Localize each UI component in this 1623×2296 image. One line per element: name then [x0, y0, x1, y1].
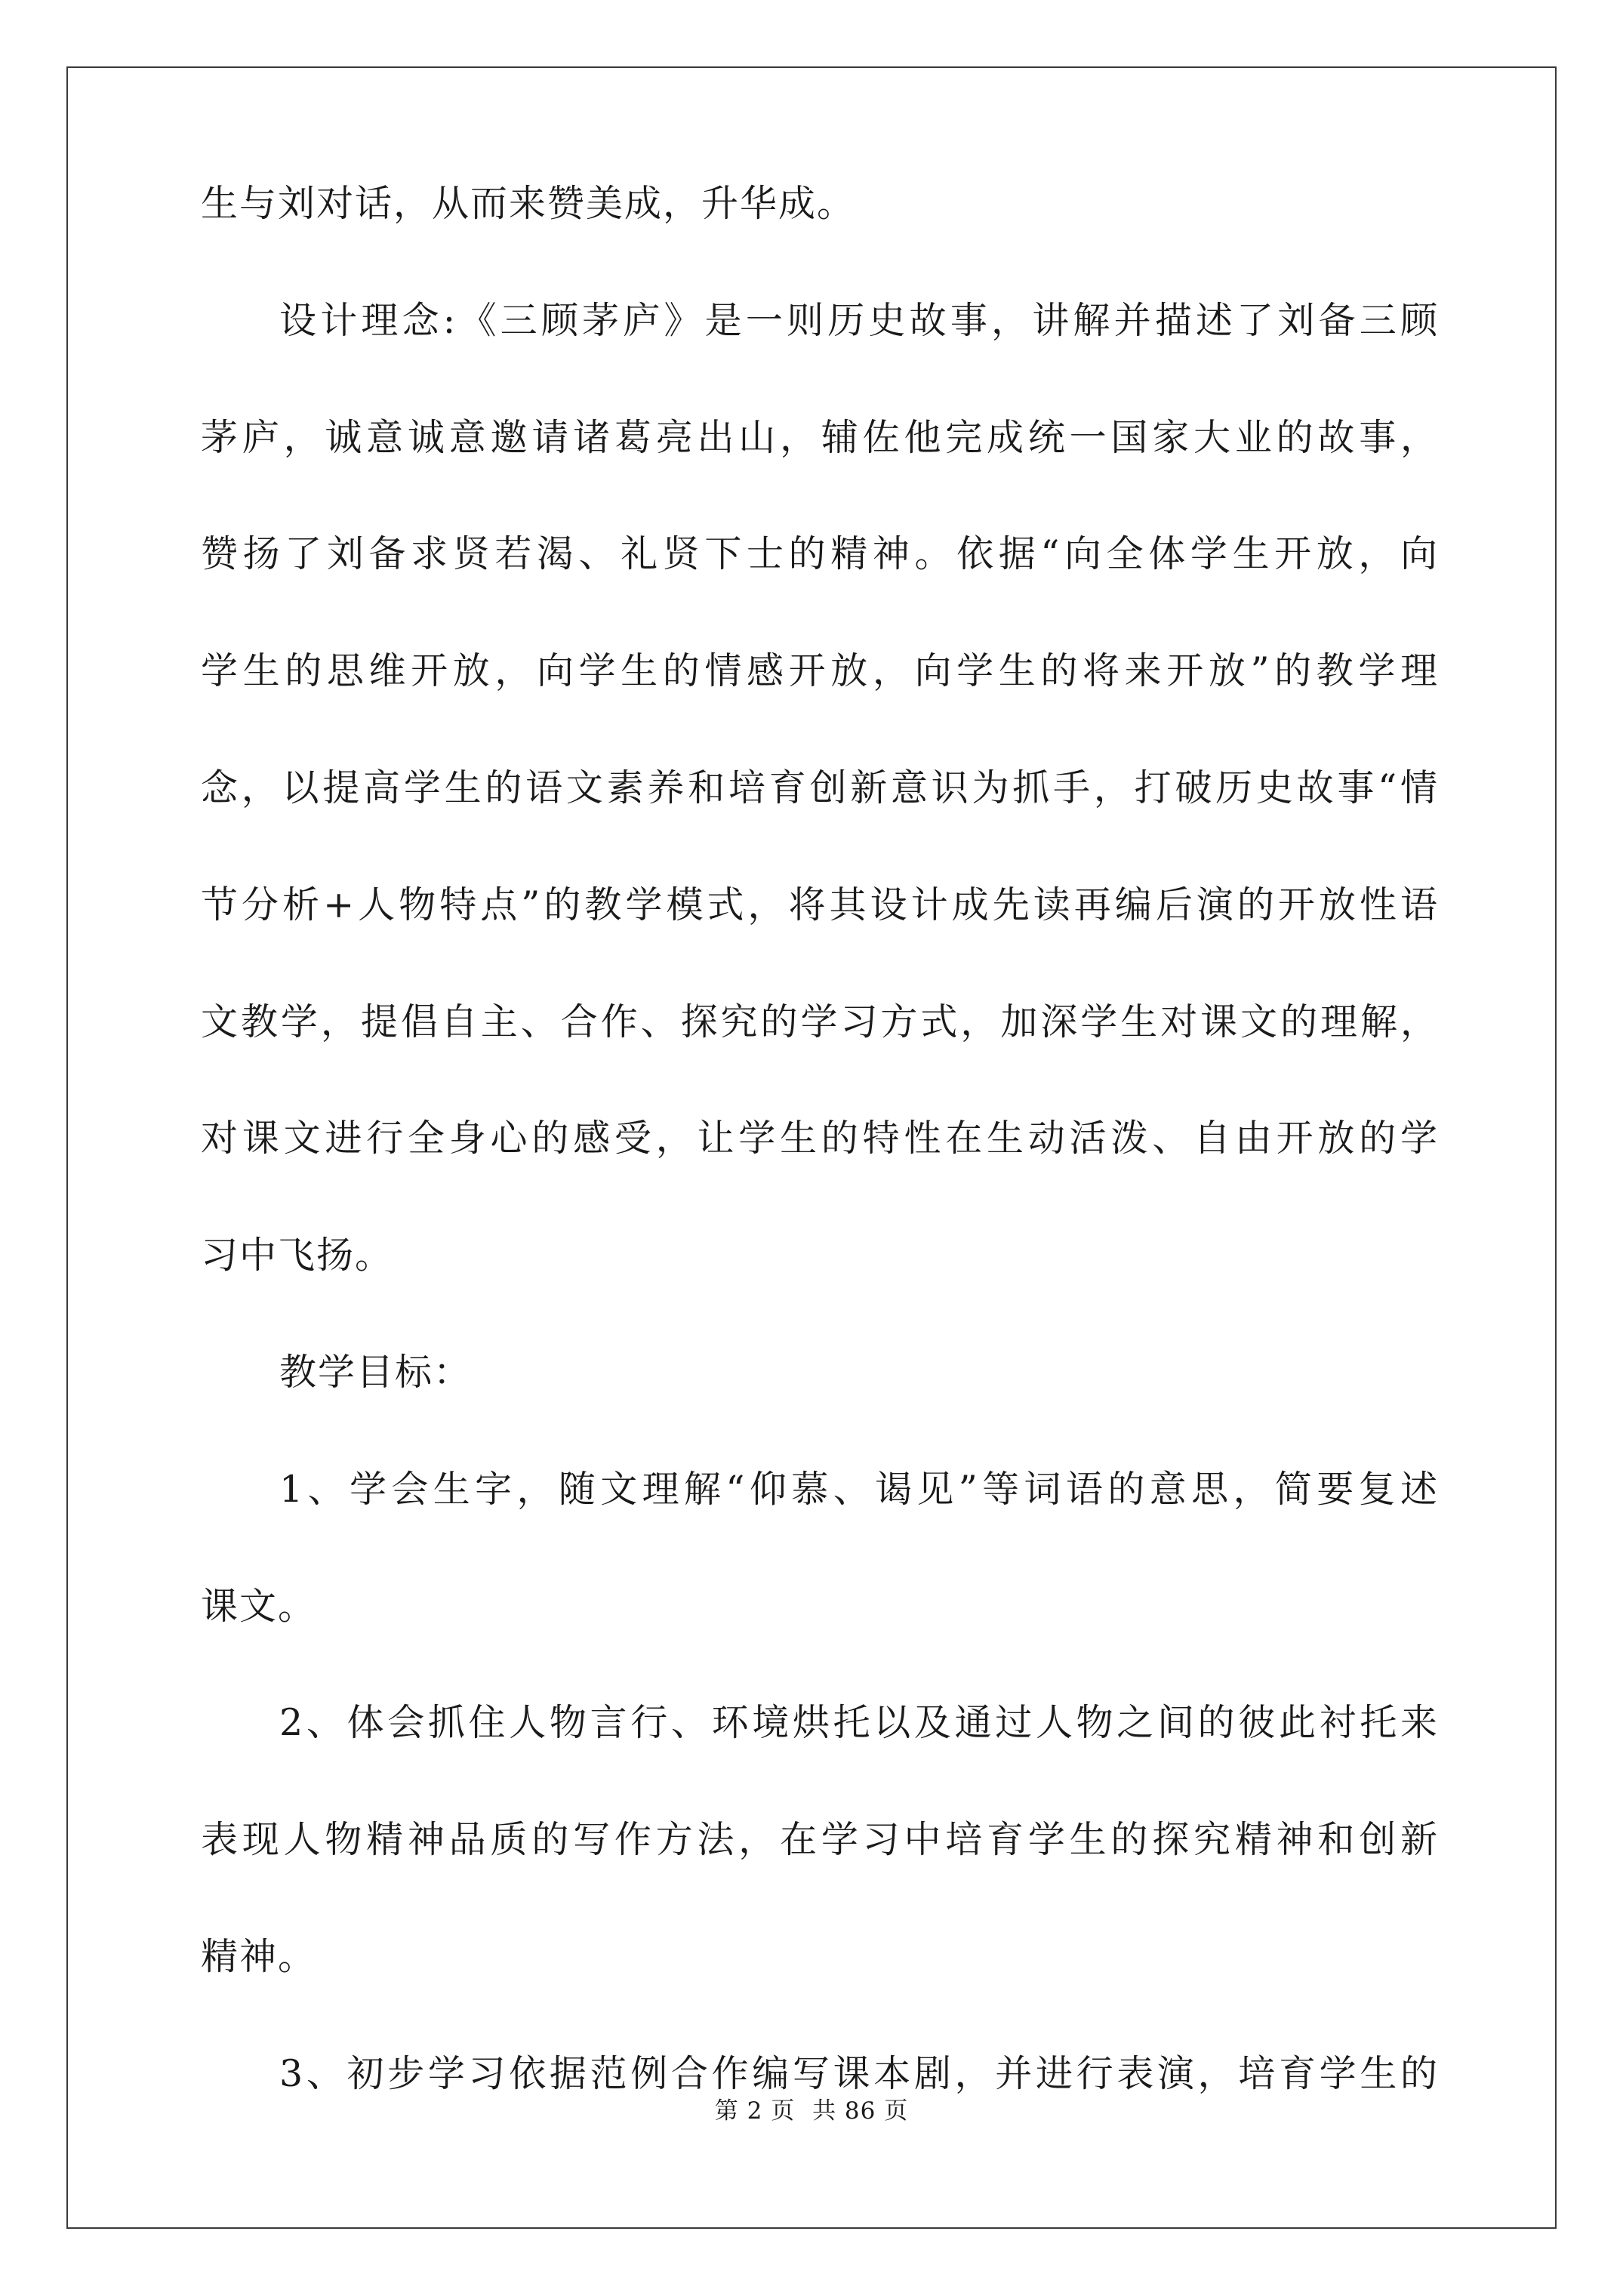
text-line: 念，以提高学生的语文素养和培育创新意识为抓手，打破历史故事“情 — [201, 766, 1439, 809]
text-line: 茅庐，诚意诚意邀请诸葛亮出山，辅佐他完成统一国家大业的故事， — [201, 416, 1439, 459]
page-number: 第 2 页 — [714, 2097, 796, 2125]
text-line: 课文。 — [201, 1585, 317, 1628]
text-line: 表现人物精神品质的写作方法，在学习中培育学生的探究精神和创新 — [201, 1818, 1439, 1861]
text-line: 2、体会抓住人物言行、环境烘托以及通过人物之间的彼此衬托来 — [279, 1701, 1439, 1744]
text-line: 习中飞扬。 — [201, 1234, 394, 1277]
text-line: 1、学会生字，随文理解“仰慕、谒见”等词语的意思，简要复述 — [279, 1468, 1439, 1511]
text-line: 学生的思维开放，向学生的情感开放，向学生的将来开放”的教学理 — [201, 649, 1439, 692]
text-line: 设计理念:《三顾茅庐》是一则历史故事，讲解并描述了刘备三顾 — [279, 299, 1439, 342]
text-line: 对课文进行全身心的感受，让学生的特性在生动活泼、自由开放的学 — [201, 1117, 1439, 1160]
section-heading: 教学目标： — [279, 1351, 473, 1394]
text-line: 生与刘对话，从而来赞美成，升华成。 — [201, 182, 856, 225]
page-total: 共 86 页 — [812, 2097, 909, 2125]
text-line: 赞扬了刘备求贤若渴、礼贤下士的精神。依据“向全体学生开放，向 — [201, 532, 1439, 575]
page-footer — [0, 2091, 1623, 2125]
text-line: 3、初步学习依据范例合作编写课本剧，并进行表演，培育学生的 — [279, 2052, 1439, 2095]
text-line: 文教学，提倡自主、合作、探究的学习方式，加深学生对课文的理解， — [201, 1000, 1439, 1043]
text-line: 节分析+人物特点”的教学模式，将其设计成先读再编后演的开放性语 — [201, 883, 1439, 926]
text-line: 精神。 — [201, 1935, 317, 1978]
